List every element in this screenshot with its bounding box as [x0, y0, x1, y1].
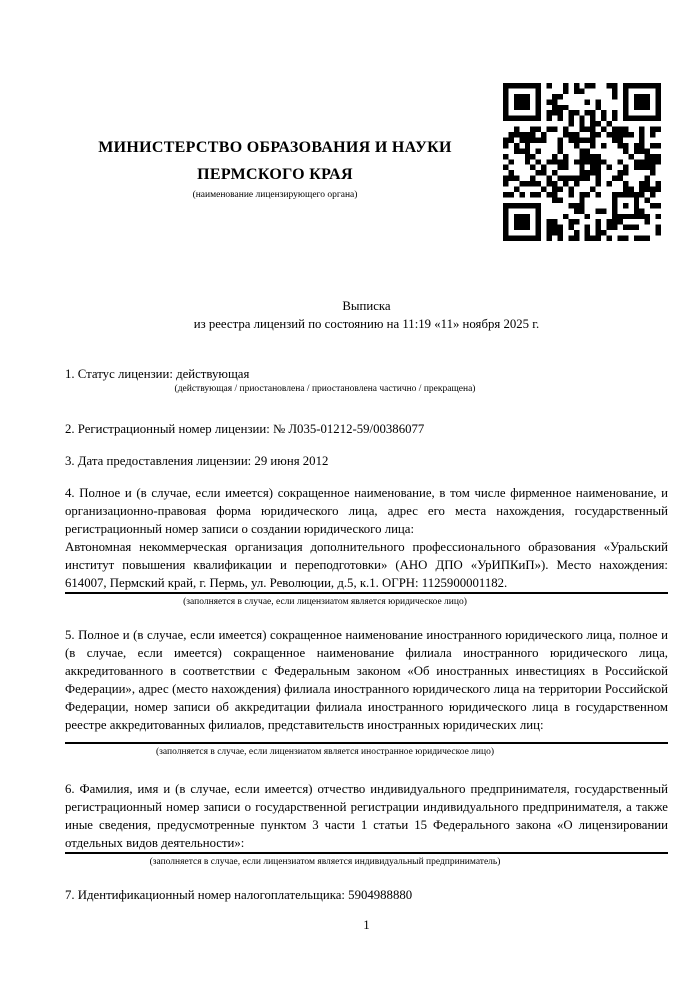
item4-fill-line [65, 592, 668, 594]
item6-fill-line [65, 852, 668, 854]
item4-legal-entity-value: Автономная некоммерческая организация дополнительного профессионального образования «Уральский институт повышения квалификации и переподготовки» (АНО ДПО «УрИПКиП»). Место нахождения: 614007, Пермский край, г. Пермь, ул. Революции, д.5, к.1. ОГРН: 1125900001182. [65, 540, 668, 590]
item6-entrepreneur-label: 6. Фамилия, имя и (в случае, если имеется) отчество индивидуального предпринимателя, государственный регистрационный номер записи о государственной регистрации индивидуального предпринимателя, а также иные сведения, предусмотренные пунктом 3 части 1 статьи 15 Федерального закона «О лицензировании отдельных видов деятельности»: [65, 782, 668, 850]
item3-license-date: 3. Дата предоставления лицензии: 29 июня 2012 [65, 454, 329, 468]
item5-foreign-entity-label: 5. Полное и (в случае, если имеется) сокращенное наименование иностранного юридического лица, полное и (в случае, если имеется) сокращенное наименование филиала иностранного юридического лица, аккредитованного в соответствии с Федеральным законом «Об иностранных инвестициях в Российской Федерации», адрес (место нахождения) филиала иностранного юридического лица на территории Российской Федерации, номер записи об аккредитации филиала иностранного юридического лица в государственном реестре аккредитованных филиалов, представительств иностранных юридических лиц: [65, 628, 668, 732]
item7-taxpayer-number: 7. Идентификационный номер налогоплательщика: 5904988880 [65, 888, 413, 902]
ministry-name-line2: ПЕРМСКОГО КРАЯ [197, 166, 353, 183]
qr-code-icon [503, 83, 661, 241]
item2-registration-number: 2. Регистрационный номер лицензии: № Л035-01212-59/00386077 [65, 422, 425, 436]
item4-note: (заполняется в случае, если лицензиатом является юридическое лицо) [183, 597, 467, 607]
item5-fill-line [65, 742, 668, 744]
document-title: Выписка [342, 299, 391, 313]
item1-note: (действующая / приостановлена / приостановлена частично / прекращена) [174, 384, 476, 394]
item4-legal-entity-label: 4. Полное и (в случае, если имеется) сокращенное наименование, в том числе фирменное наименование, и организационно-правовая форма юридического лица, адрес его места нахождения, государственный регистрационный номер записи о создании юридического лица: [65, 486, 668, 536]
ministry-name-caption: (наименование лицензирующего органа) [192, 190, 358, 200]
document-subtitle: из реестра лицензий по состоянию на 11:19 «11» ноября 2025 г. [193, 317, 540, 331]
page-number: 1 [363, 918, 370, 932]
item5-note: (заполняется в случае, если лицензиатом является иностранное юридическое лицо) [156, 747, 494, 757]
document-body [65, 297, 668, 934]
licensing-authority-header [65, 134, 485, 202]
item6-note: (заполняется в случае, если лицензиатом является индивидуальный предприниматель) [149, 857, 501, 867]
item1-license-status: 1. Статус лицензии: действующая [65, 367, 250, 381]
item5-foreign-entity-value-blank [65, 734, 668, 742]
ministry-name-line1: МИНИСТЕРСТВО ОБРАЗОВАНИЯ И НАУКИ [98, 139, 452, 156]
